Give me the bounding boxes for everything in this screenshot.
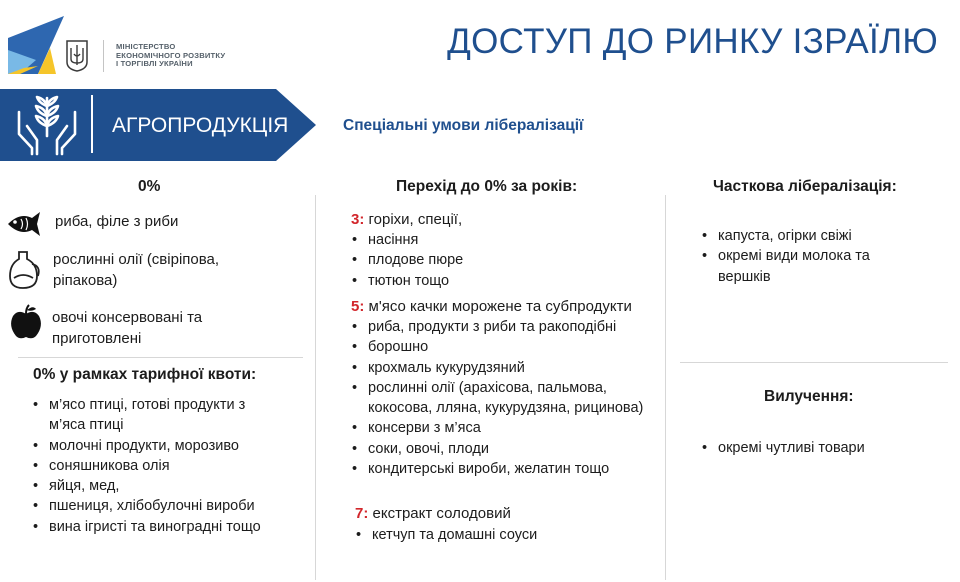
list-item: • яйця, мед, [32,476,272,496]
list-item: • кондитерські вироби, желатин тощо [351,459,651,479]
group5-first: м'ясо качки морожене та субпродукти [368,298,632,315]
quota-list [32,395,272,537]
feature-vegetables: овочі консервовані та приготовлені [52,309,203,347]
section-subtitle: Спеціальні умови лібералізації [343,117,584,134]
feature-fish: риба, філе з риби [55,213,179,230]
list-item: • соняшникова олія [32,456,272,476]
group5-lead [351,296,632,317]
list-item: • м’ясо птиці, готові продукти з м’яса птиці [32,395,272,436]
ministry-name [116,43,225,69]
list-item: • молочні продукти, морозиво [32,436,272,456]
col2-heading: Перехід до 0% за років: [396,178,578,195]
col1-heading: 0% [138,178,161,195]
list-item: • капуста, огірки свіжі [701,226,921,246]
list-item: • риба, продукти з риби та ракоподібні [351,317,651,337]
group5-years: 5: [351,298,365,315]
col3-heading: Часткова лібералізація: [713,178,897,195]
list-item: • консерви з м’яса [351,418,651,438]
list-item: • рослинні олії (арахісова, пальмова, кокосова, лляна, кукурудзяна, рицинова) [351,378,651,419]
list-item: • соки, овочі, плоди [351,439,651,459]
quota-heading: 0% у рамках тарифної квоти: [33,366,257,383]
banner-label: АГРОПРОДУКЦІЯ [112,114,289,137]
list-item: • крохмаль кукурудзяний [351,358,651,378]
group3-years: 3: [351,211,365,228]
list-item: • окремі чутливі товари [701,438,921,458]
exclusions-heading: Вилучення: [764,388,854,405]
ministry-logo-icon [8,16,64,74]
ministry-line-3: І ТОРГІВЛІ УКРАЇНИ [116,59,193,69]
fish-icon [6,206,42,242]
list-item: • вина ігристі та виноградні тощо [32,517,272,537]
oil-jug-icon [6,250,42,290]
group3-first: горіхи, спеції, [368,211,463,228]
list-item: • пшениця, хлібобулочні вироби [32,496,272,516]
coat-of-arms-icon [66,40,88,72]
wheat-hands-icon [14,94,80,156]
apple-icon [8,304,44,340]
group7-list [355,525,655,545]
list-item: • тютюн тощо [351,271,651,291]
ministry-line-2: ЕКОНОМІЧНОГО РОЗВИТКУ [116,50,226,60]
list-item: • насіння [351,230,651,250]
banner-divider [91,95,93,153]
feature-oil: рослинні олії (свіріпова, ріпакова) [53,251,220,289]
ministry-line-1: МІНІСТЕРСТВО [116,42,176,51]
list-item: • окремі види молока та вершків [701,246,921,287]
group7-first: екстракт солодовий [372,505,511,522]
list-item: • кетчуп та домашні соуси [355,525,655,545]
exclusions-list [701,438,921,458]
partial-list [701,226,921,287]
col3-separator [680,362,948,363]
group3-list [351,230,651,291]
group5-list [351,317,651,479]
column-divider-1 [315,195,316,580]
page-title: ДОСТУП ДО РИНКУ ІЗРАЇЛЮ [447,22,938,61]
group7-years: 7: [355,505,369,522]
column-divider-2 [665,195,666,580]
group7-lead [355,503,511,524]
col1-separator [18,357,303,358]
group3-lead [351,209,462,230]
list-item: • борошно [351,337,651,357]
logo-divider [103,40,104,72]
list-item: • плодове пюре [351,250,651,270]
